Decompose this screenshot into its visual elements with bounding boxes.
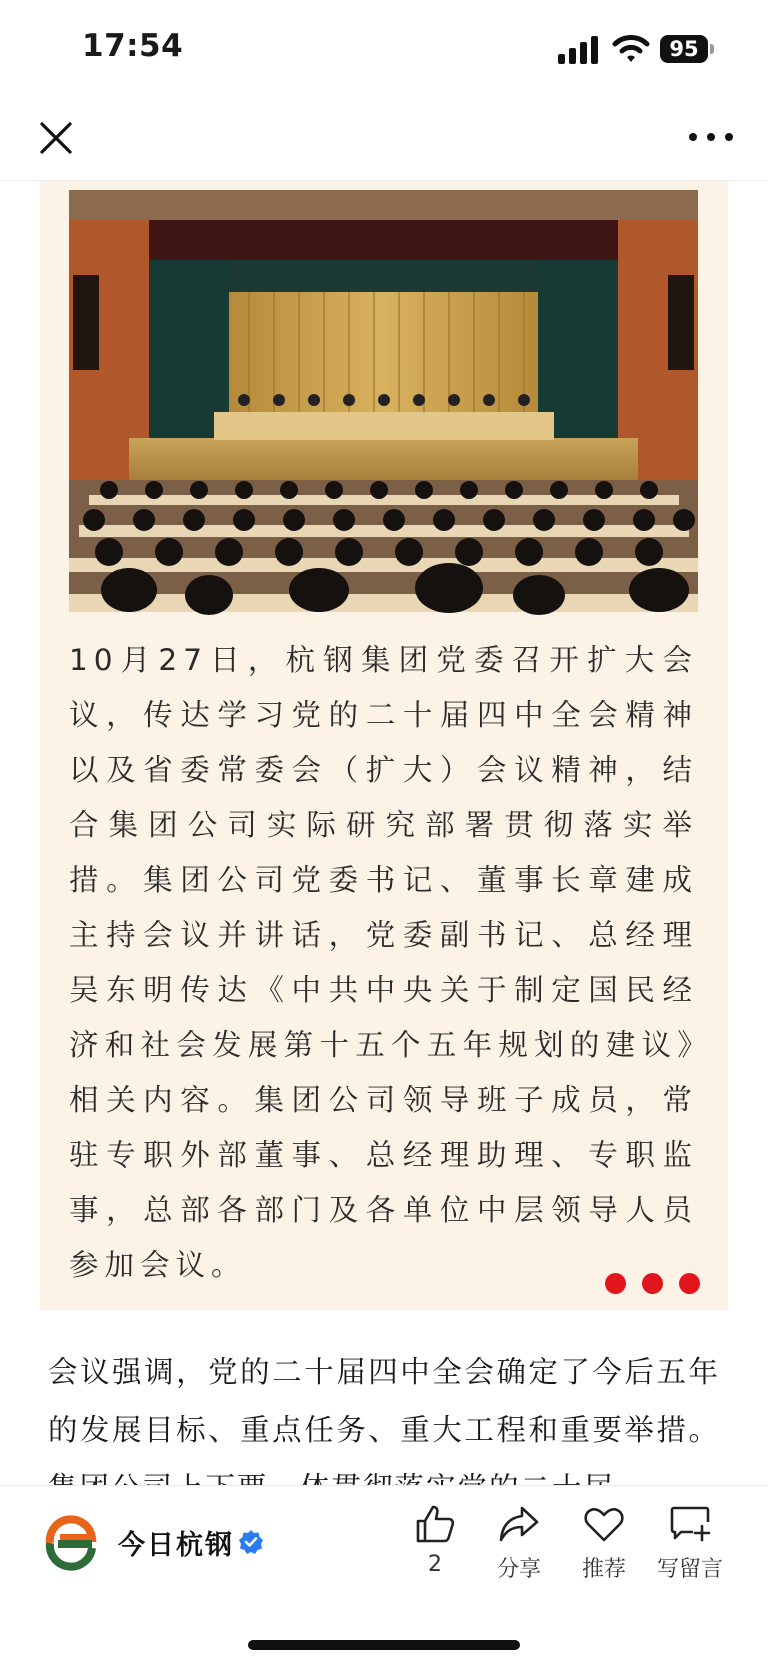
heart-icon xyxy=(583,1504,625,1544)
share-icon xyxy=(498,1504,540,1544)
comment-button[interactable] xyxy=(645,1504,735,1584)
wifi-icon xyxy=(612,33,650,63)
share-button[interactable] xyxy=(474,1504,564,1584)
bottom-bar xyxy=(0,1485,768,1664)
article-card xyxy=(40,181,728,1310)
red-dot-icon xyxy=(605,1273,626,1294)
status-time: 17:54 xyxy=(82,28,184,64)
comment-label: 写留言 xyxy=(656,1557,723,1582)
comment-icon xyxy=(669,1504,711,1544)
verified-icon xyxy=(238,1529,264,1555)
like-button[interactable] xyxy=(390,1504,480,1584)
body-paragraph: 会议强调，党的二十届四中全会确定了今后五年的发展目标、重点任务、重大工程和重要举措。 xyxy=(48,1355,720,1447)
battery-icon xyxy=(660,35,714,63)
status-bar xyxy=(0,0,768,100)
nav-bar xyxy=(0,100,768,181)
share-label: 分享 xyxy=(496,1557,541,1582)
battery-level: 95 xyxy=(660,35,708,63)
signal-icon xyxy=(558,36,600,64)
account-name[interactable]: 今日杭钢 xyxy=(118,1530,234,1561)
red-dot-icon xyxy=(679,1273,700,1294)
home-indicator[interactable] xyxy=(248,1640,520,1650)
card-paragraph: 10月27日，杭钢集团党委召开扩大会议，传达学习党的二十届四中全会精神以及省委常委会（扩大）会议精神，结合集团公司实际研究部署贯彻落实举措。集团公司党委书记、董事长章建成主持会议并讲话，党委副书记、总经理吴东明传达《中共中央关于制定国民经济和社会发展第十五个五年规划的建议》相关内容。集团公司领导班子成员，常驻专职外部董事、总经理助理、专职监事，总部各部门及各单位中层领导人员参加会议。 xyxy=(69,643,698,1282)
recommend-label: 推荐 xyxy=(581,1557,626,1582)
thumbs-up-icon xyxy=(414,1504,456,1544)
battery-tip xyxy=(710,44,714,54)
more-icon[interactable] xyxy=(686,122,736,152)
conference-photo xyxy=(69,190,698,612)
recommend-button[interactable] xyxy=(559,1504,649,1584)
close-icon[interactable] xyxy=(34,116,78,160)
red-dot-icon xyxy=(642,1273,663,1294)
like-count: 2 xyxy=(428,1552,442,1577)
decorative-dots xyxy=(605,1273,725,1295)
article-content[interactable] xyxy=(0,181,768,1485)
logo-icon[interactable] xyxy=(44,1516,98,1570)
